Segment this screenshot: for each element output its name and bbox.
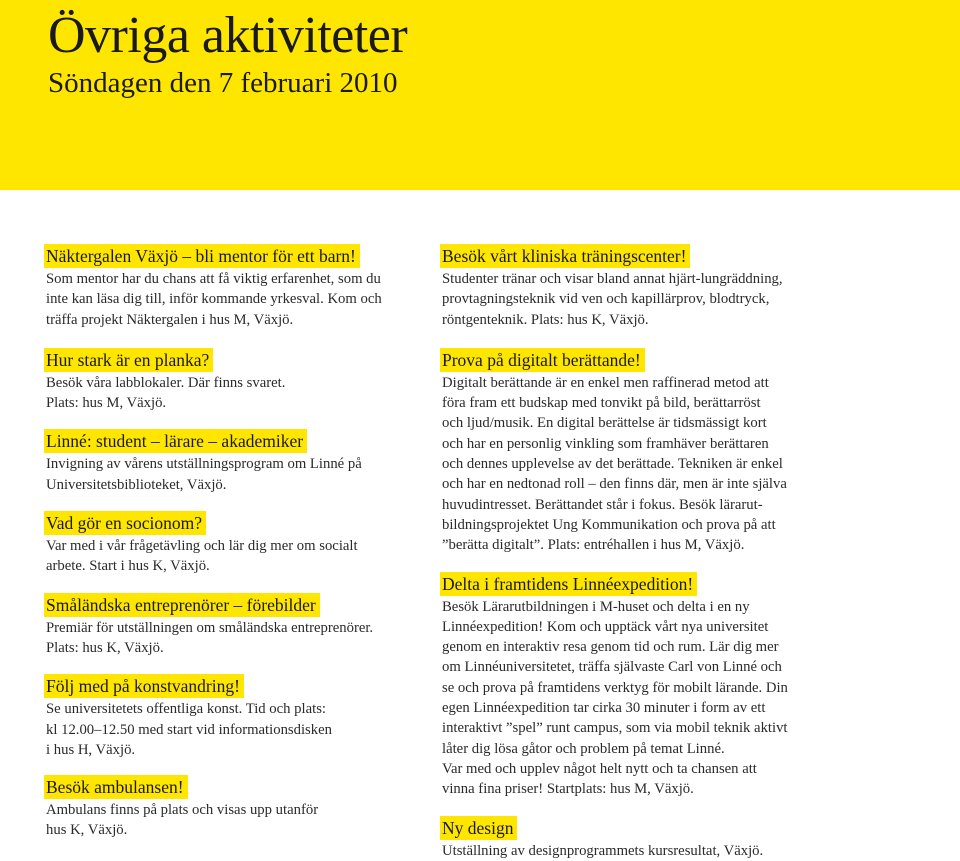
body-line: och dennes upplevelse av det berättade. Tekniken är enkel [442,456,783,473]
body-line: Linnéexpedition! Kom och upptäck vårt nya universitet [442,618,769,635]
body-line: Invigning av vårens utställningsprogram om Linné på [46,456,362,473]
section-heading: Småländska entreprenörer – förebilder [44,593,320,617]
section-heading: Linné: student – lärare – akademiker [44,429,307,453]
section-entreprenorer [44,593,404,659]
section-body [46,618,404,659]
right-column [440,244,940,861]
body-line: ”berätta digitalt”. Plats: entréhallen i hus M, Växjö. [442,537,745,554]
body-line: se och prova på framtidens verktyg för mobilt lärande. Din [442,679,788,696]
body-line: Var med i vår frågetävling och lär dig mer om socialt [46,538,358,555]
section-heading: Hur stark är en planka? [44,348,213,372]
section-ambulansen [44,775,404,841]
body-line: Studenter tränar och visar bland annat hjärt-lungräddning, [442,271,783,287]
section-planka [44,348,404,414]
body-line: röntgenteknik. Plats: hus K, Växjö. [442,311,649,328]
section-body [46,269,404,330]
body-line: föra fram ett budskap med tonvikt på bild, berättarröst [442,395,761,412]
body-line: och har en personlig vinkling som framhäver berättaren [442,435,769,452]
section-konstvandring [44,674,404,760]
section-body [46,699,404,760]
body-line: och ljud/musik. En digital berättelse är tidsmässigt kort [442,415,767,432]
body-line: interaktivt ”spel” runt campus, som via mobil teknik aktivt [442,720,788,737]
section-linneexpedition [440,572,940,800]
section-heading: Delta i framtidens Linnéexpedition! [440,572,697,596]
section-ny-design [440,816,940,861]
body-line: Premiär för utställningen om småländska entreprenörer. [46,619,374,636]
section-body [46,373,404,414]
section-body [46,800,404,841]
body-line: inte kan läsa dig till, inför kommande yrkesval. Kom och [46,291,382,308]
body-line: provtagningsteknik vid ven och kapillärprov, blodtryck, [442,291,770,308]
section-heading: Besök ambulansen! [44,775,188,799]
section-heading: Ny design [440,816,517,840]
body-line: om Linnéuniversitetet, träffa självaste Carl von Linné och [442,659,782,676]
section-body [46,454,404,495]
section-heading: Besök vårt kliniska träningscenter! [440,244,690,268]
body-line: Digitalt berättande är en enkel men raffinerad metod att [442,374,769,391]
body-line: Var med och upplev något helt nytt och ta chansen att [442,760,757,777]
section-heading: Vad gör en socionom? [44,511,206,535]
section-body [442,373,940,556]
body-line: låter dig lösa gåtor och problem på temat Linné. [442,740,725,757]
section-heading: Näktergalen Växjö – bli mentor för ett barn! [44,244,360,268]
body-line: vinna fina priser! Startplats: hus M, Växjö. [442,781,694,798]
section-socionom [44,511,404,577]
body-line: egen Linnéexpedition tar cirka 30 minuter i form av ett [442,700,766,717]
body-line: Se universitetets offentliga konst. Tid och plats: [46,701,327,718]
body-line: kl 12.00–12.50 med start vid informationsdisken [46,721,332,738]
body-line: Som mentor har du chans att få viktig erfarenhet, som du [46,271,381,287]
section-traningscenter [440,244,940,330]
body-line: hus K, Växjö. [46,822,128,839]
body-line: bildningsprojektet Ung Kommunikation och prova på att [442,516,776,533]
section-body [442,269,940,330]
body-line: Besök Lärarutbildningen i M-huset och delta i en ny [442,598,750,615]
section-heading: Följ med på konstvandring! [44,674,244,698]
body-line: Plats: hus K, Växjö. [46,639,164,656]
body-line: träffa projekt Näktergalen i hus M, Växjö. [46,311,294,328]
body-line: arbete. Start i hus K, Växjö. [46,558,210,575]
page-subtitle: Söndagen den 7 februari 2010 [48,67,398,99]
section-digitalt-berattande [440,348,940,556]
body-line: Plats: hus M, Växjö. [46,395,167,412]
body-line: genom en interaktiv resa genom tid och rum. Lär dig mer [442,639,779,656]
body-line: huvudintresset. Berättandet står i fokus. Besök lärarut- [442,496,763,513]
section-heading: Prova på digitalt berättande! [440,348,645,372]
body-line: i hus H, Växjö. [46,741,136,758]
body-line: Ambulans finns på plats och visas upp utanför [46,802,319,819]
body-line: Universitetsbiblioteket, Växjö. [46,476,227,493]
section-linne-student [44,429,404,495]
body-line: och har en nedtonad roll – den finns där, men är inte själva [442,476,787,493]
header-banner [0,0,960,190]
page-title: Övriga aktiviteter [48,7,408,64]
section-body [442,841,940,861]
body-line: Besök våra labblokaler. Där finns svaret. [46,374,286,391]
section-mentor [44,244,404,330]
body-line: Utställning av designprogrammets kursresultat, Växjö. [442,842,764,859]
section-body [442,597,940,800]
section-body [46,536,404,577]
left-column [44,244,404,841]
